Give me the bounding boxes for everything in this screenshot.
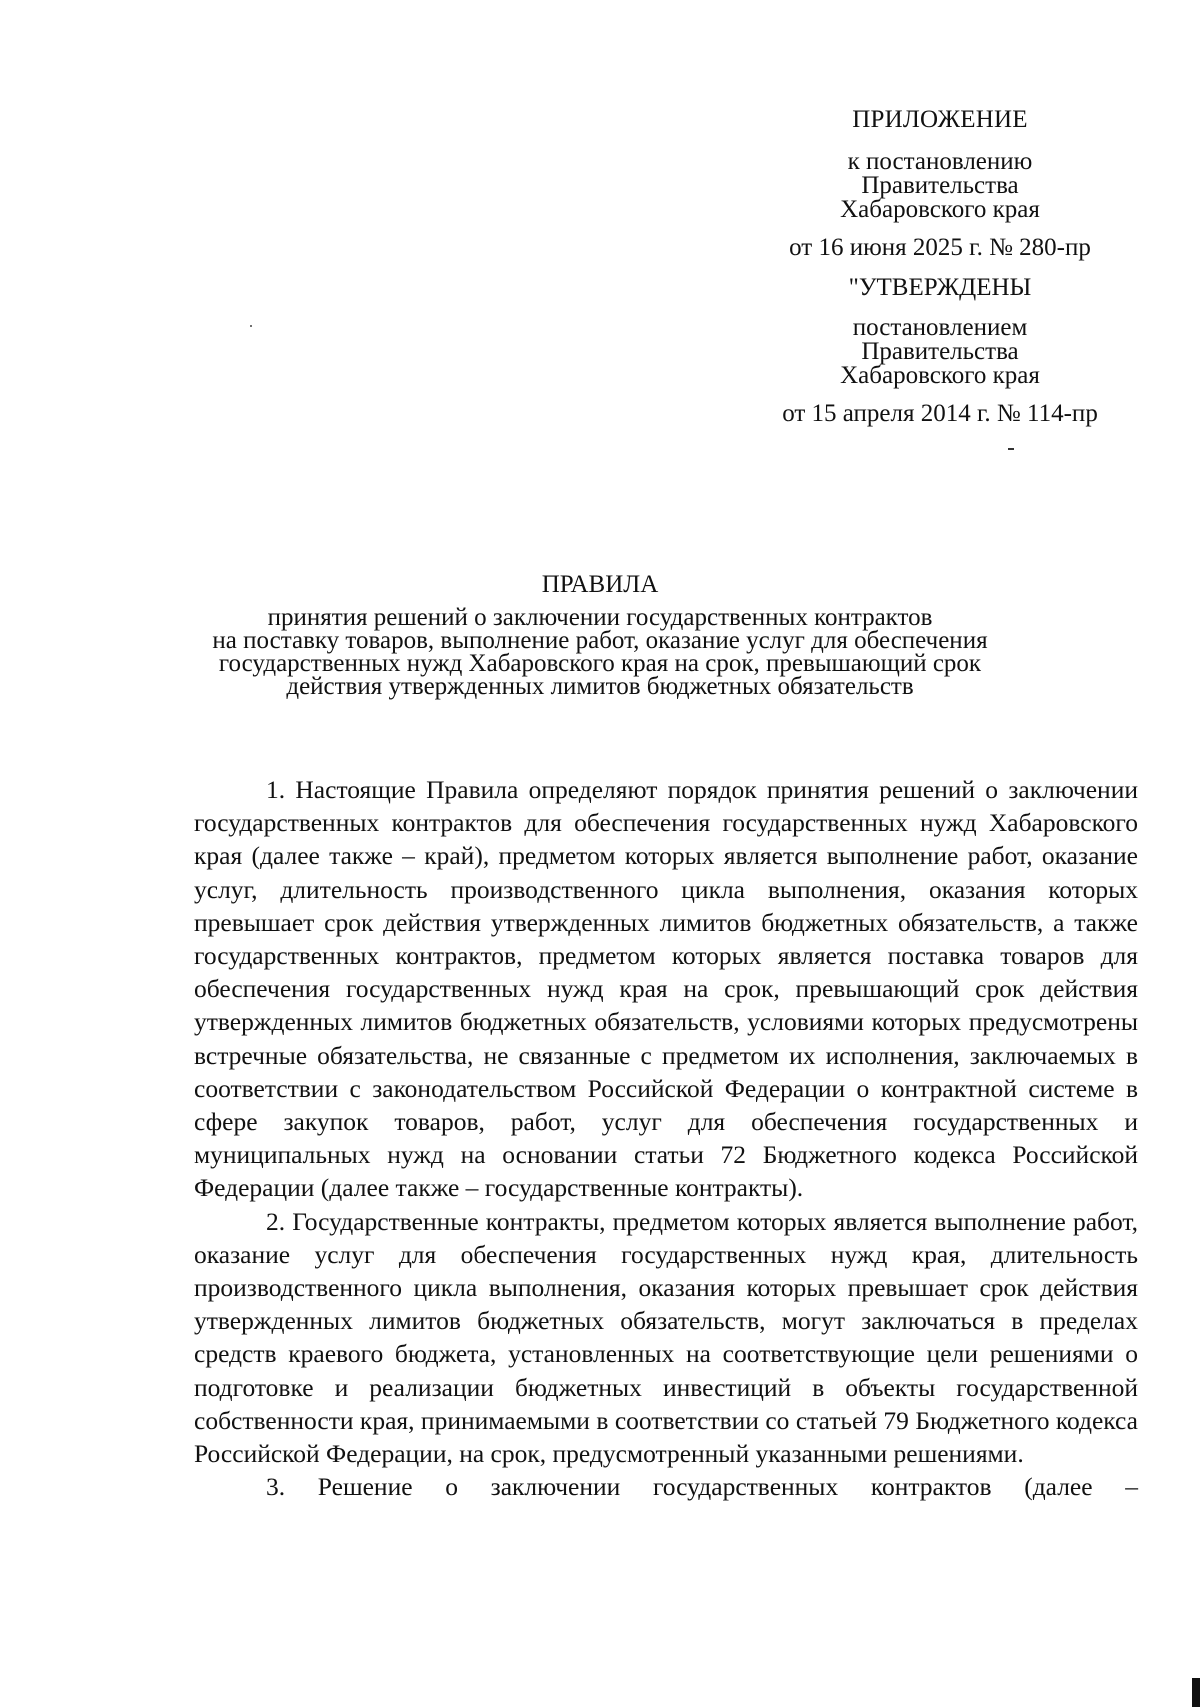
annex-line-1: к постановлению [847,148,1033,175]
approved-title: "УТВЕРЖДЕНЫ [848,274,1032,301]
approved-date: от 15 апреля 2014 г. № 114-пр [782,400,1098,427]
annex-line-2: Правительства [861,172,1019,199]
annex-title: ПРИЛОЖЕНИЕ [852,106,1028,133]
approved-line-1: постановлением [852,314,1028,341]
rules-subtitle-line: государственных нужд Хабаровского края на срок, превышающий срок [218,650,982,677]
paragraph-1: 1. Настоящие Правила определяют порядок принятия решений о заключении государственных контрактов для обеспечения государственных нужд Хабаровского края (далее также – край), предметом которых является выполнение работ, оказание услуг, длительность производственного цикла выполнения, оказания которых превышает срок действия утвержденных лимитов бюджетных обязательств, а также государственных контрактов, предметом которых является поставка товаров для обеспечения государственных нужд края на срок, превышающий срок действия утвержденных лимитов бюджетных обязательств, условиями которых предусмотрены встречные обязательства, не связанные с предметом их исполнения, заключаемых в соответствии с законодательством Российской Федерации о контрактной системе в сфере закупок товаров, работ, услуг для обеспечения государственных и муниципальных нужд на основании статьи 72 Бюджетного кодекса Российской Федерации (далее также – государственные контракты). [194,775,1138,1203]
approved-line-3: Хабаровского края [840,362,1040,389]
rules-subtitle-line: на поставку товаров, выполнение работ, оказание услуг для обеспечения [212,627,988,654]
document-body [194,773,1138,1503]
approved-line-2: Правительства [861,338,1019,365]
paragraph-3: 3. Решение о заключении государственных контрактов (далее – [266,1472,1138,1502]
rules-subtitle-line: действия утвержденных лимитов бюджетных обязательств [286,673,914,700]
annex-line-3: Хабаровского края [840,196,1040,223]
scan-edge-mark [1192,1678,1200,1707]
rules-subtitle-line: принятия решений о заключении государственных контрактов [267,604,933,631]
scan-speck [250,325,252,327]
annex-date: от 16 июня 2025 г. № 280-пр [789,234,1091,261]
paragraph-2: 2. Государственные контракты, предметом которых является выполнение работ, оказание услуг для обеспечения государственных нужд края, длительность производственного цикла выполнения, оказания которых превышает срок действия утвержденных лимитов бюджетных обязательств, могут заключаться в пределах средств краевого бюджета, установленных на соответствующие цели решениями о подготовке и реализации бюджетных инвестиций в объекты государственной собственности края, принимаемыми в соответствии со статьей 79 Бюджетного кодекса Российской Федерации, на срок, предусмотренный указанными решениями. [194,1206,1138,1469]
approval-block [740,108,1140,426]
rules-subtitle [150,606,1050,698]
scan-dash [1008,448,1014,450]
rules-heading: ПРАВИЛА [541,571,659,598]
